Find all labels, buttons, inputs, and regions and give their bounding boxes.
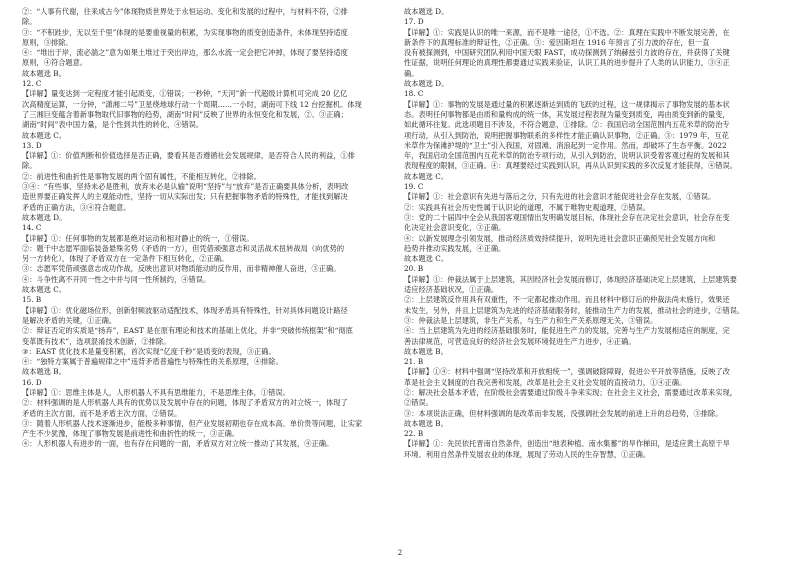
right-column-line: 项行动，从引入到防治，说明把握事物联系的多样性才能正确认识事物，②正确。③：1979 年，互花 [404, 130, 729, 140]
left-column-line: 另一方转化），体现了矛盾双方在一定条件下相互转化，②正确。 [22, 254, 229, 264]
left-column-line: 矛盾的正确方法，③④符合题意。 [22, 202, 131, 212]
left-column-line: ③：“不积跬步，无以至千里”体现的是要重视量的积累，为实现事物的质变创造条件，未体现坚持适度 [22, 27, 348, 37]
right-column-line: 新条件下的真理标准的辩证性，②正确。③：爱因斯坦在 1916 年预言了引力波的存在，但一直 [404, 37, 710, 47]
left-column-line: 【详解】量变达到一定程度才能引起质变，①错误；一秒钟，“天河”新一代超级计算机可完成 20 亿亿 [22, 89, 348, 99]
right-column-line: 【详解】①：社会意识有先进与落后之分，只有先进的社会意识才能促进社会存在发展，①错误。 [404, 192, 716, 202]
left-column-line: 原则，③排除。 [22, 37, 73, 47]
left-column-line: 矛盾的主次方面，而不是矛盾主次方面，②错误。 [22, 408, 182, 418]
left-column-line: 了三湘巨变蕴含着新事物取代旧事物的趋势，湖南“时间”反映了世界的永恒变化和发展，②、③正确； [22, 109, 348, 119]
left-column-line: ②：前进性和曲折性是事物发展的两个固有属性，不能相互转化，②排除。 [22, 171, 261, 181]
page-number: 2 [397, 549, 403, 557]
right-column-line: 22. B [404, 429, 424, 439]
right-column-line: 19. C [404, 182, 424, 192]
right-column-line: 故本题选 C。 [404, 171, 449, 181]
left-column-line: 除。 [22, 17, 37, 27]
right-column-line: ③：党的二十届四中全会从我国客观国情出发明确发展目标，体现社会存在决定社会意识，社会存在变 [404, 212, 730, 222]
right-column-line: 表现程度的限制，③正确。④：真理要经过实践到认识，再从认识到实践的多次反复才能获得，④错误。 [404, 161, 737, 171]
left-column-line: 【详解】①：任何事物的发展都是绝对运动和相对静止的统一，①错误。 [22, 233, 254, 243]
right-column-line: ④：以新发展理念引领发展，推动经济质效持续提升，说明先进社会意识正确预见社会发展方向和 [404, 233, 716, 243]
right-column-line: 20. B [404, 264, 424, 274]
right-column-line: ③：仲裁法是上层建筑，非生产关系，与生产力和生产关系原理无关，③错误。 [404, 315, 658, 325]
left-column-line: 除。 [22, 161, 37, 171]
left-column-line: ③④：“有些事，坚持未必是胜利，放弃未必是认输”说明“坚持”与“放弃”是否正确要具体分析，表明改 [22, 182, 349, 192]
left-column-line: 故本题选 B。 [22, 68, 66, 78]
left-column-line: 【详解】①：优化磁场位形，创新射频波驱动适配技术，体现矛盾具有特殊性，针对具体问题设计路径 [22, 305, 348, 315]
right-column-line: 善法律规范，可营造良好的经济社会发展环境促进生产力进步，④正确。 [404, 336, 636, 346]
right-column-line: 【详解】①：仲裁法属于上层建筑，其因经济社会发展而修订，体现经济基础决定上层建筑，上层建筑要 [404, 274, 737, 284]
right-column-line: ②：实践具有社会历史性属于认识论的道理，不属于唯物史观道理，②错误。 [404, 202, 651, 212]
left-column-line: ②：辩证否定的实质是“扬弃”，EAST 是在原有理论和技术的基础上优化，并非“突破传统框架”和“彻底 [22, 326, 353, 336]
left-column-line: ③：随着人形机器人技术逐渐进步，能极多种事情，但产业发展初期也存在成本高、单价贵等问题，让实家 [22, 418, 363, 428]
right-column-line: 未发生，另外，并且上层建筑为先进的经济基础服务时，能推动生产力的发展，推动社会的进步，②错误。 [404, 305, 745, 315]
right-column-line: 17. D [404, 17, 424, 27]
right-column-line: 18. C [404, 89, 424, 99]
left-column-line: ④：人形机器人有进步的一面，也有存在问题的一面，矛盾双方对立统一推动了其发展，④正确。 [22, 439, 334, 449]
right-column-line: 年，我国启动全国范围内互花米草的防治专项行动，从引入到防治，说明认识受着客观过程的发展和其 [404, 151, 730, 161]
right-column-line: 确。 [404, 68, 419, 78]
right-column-line: 米草作为保滩护堤的“卫士”引入我国，对固滩、消浪起到一定作用。然而，却破坏了生态平衡。2022 [404, 140, 727, 150]
left-column-line: 【详解】①：思维主体是人，人形机器人不具有思维能力，不是思维主体，①错误。 [22, 387, 290, 397]
right-column-line: 态。表明任何事物都是由质和量构成的统一体，其发展过程表现为量变到质变，再由质变到新的量变， [404, 109, 730, 119]
right-column-line: 故本题选 C。 [404, 254, 449, 264]
left-column-line: 故本题选 C。 [22, 285, 67, 295]
left-column-line: 故本题选 B。 [22, 367, 66, 377]
right-column-line: 故本题选 D。 [404, 79, 449, 89]
left-column-line: 故本题选 D。 [22, 212, 67, 222]
left-column-line: 产生不少犹豫，体现了事物发展是前进性和曲折性的统一，③正确。 [22, 429, 240, 439]
right-column-line: 【详解】①④：材料中强调“坚持改革和开放相统一”，强调破除障碍，促进公平开放等措施，反映了改 [404, 367, 730, 377]
left-column-line: ③：志愿军凭借顽强意志成功作战，反映出意识对物质能动的反作用，而非精神催人奋进，③正确。 [22, 264, 341, 274]
left-column-line: 次高精度运算，一分钟，“潇湘二号”卫星绕地球行动一个周期……一小时，湖南可下线 12 台挖掘机。体现 [22, 99, 362, 109]
left-column-line: 12. C [22, 79, 42, 89]
right-column-line: 如此循环往复。此选项题目不涉及，不符合题意，①排除。②：我国启动全国范围内五花米草的防治专 [404, 120, 730, 130]
left-column-line: 14. C [22, 223, 42, 233]
right-column-line: ②：上层建筑反作用具有双重性，不一定都起推动作用。而且材料中修订后的仲裁法尚未施行，效果还 [404, 295, 730, 305]
left-column-line: 造世界要正确发挥人的主观能动性，坚持一切从实际出发；只有把握事物矛盾的特殊性，才能找到解决 [22, 192, 348, 202]
right-column-line: 适应经济基础状况，①正确。 [404, 285, 499, 295]
right-column-line: ④：当上层建筑为先进的经济基础服务时，能促进生产力的发展，完善与生产力发展相适应的制度，完 [404, 326, 730, 336]
left-column-line: 变革既有技术”，选项混淆技术创新，②排除。 [22, 336, 171, 346]
right-column-line: 化决定社会意识变化，③正确。 [404, 223, 506, 233]
right-column-line: 趋势并推动实践发展，④正确。 [404, 243, 506, 253]
right-column-line: ②错误。 [404, 398, 433, 408]
right-column-line: 性证据，说明任何理论的真理性都要通过实践来验证，认识工具的进步提升了人类的认识能力，③④正 [404, 58, 730, 68]
left-column-line: ④：“独特方案属于普遍规律之中”违背矛盾普遍性与特殊性的关系原理，④排除。 [22, 357, 283, 367]
right-column-line: ③：本项说法正确，但材料强调的是改革而非发展，没强调社会发展的前进上升的总趋势，③排除。 [404, 408, 723, 418]
left-column-line: ④：“堆出于岸，流必湍之”意为如果土堆过于突出岸边，那么水流一定会把它冲掉，体现了要坚持适度 [22, 48, 348, 58]
right-column-line: 革是社会主义制度的自我完善和发展，改革是社会主义社会发展的直接动力，①④正确。 [404, 377, 687, 387]
left-column-line: 15. B [22, 295, 42, 305]
left-column-line: 是解决矛盾的关键，①正确。 [22, 315, 117, 325]
right-column-line: ②：解决社会基本矛盾，在阶级社会需要通过阶级斗争来实现；在社会主义社会，需要通过改革来实现， [404, 387, 737, 397]
left-column-line: 湖南“时间”表中国力量，是个性到共性的转化，④错误。 [22, 120, 204, 130]
left-column-line: ②：材料强调的是人形机器人具有的优势以及发展中存在的问题，体现了矛盾双方的对立统一，体现了 [22, 398, 348, 408]
left-column-line: ③：EAST 优化技术是量变积累，首次实现“亿度千秒”是质变的表现，③正确。 [22, 346, 276, 356]
right-column-line: 故本题选 B。 [404, 418, 448, 428]
left-column-line: 13. D [22, 140, 42, 150]
left-column-line: 【详解】①：价值判断和价值选择是否正确，要看其是否遵循社会发展规律，是否符合人民的利益，①排 [22, 151, 355, 161]
left-column-line: 16. D [22, 377, 42, 387]
left-column-line: ④：斗争性离不开同一性之中并与同一性所制约，④错误。 [22, 274, 211, 284]
right-column-line: 【详解】①：实践是认识的唯一来源，而不是唯一途径，①不选。②：真理在实践中不断发展完善，在 [404, 27, 730, 37]
right-column-line: 【详解】①：先民依托晋南自然条件，创造出“地表种植、南水集蓄”的旱作梯田，是适应黄土高原干旱 [404, 439, 730, 449]
left-column-line: 原则，④符合题意。 [22, 58, 88, 68]
left-column [22, 7, 408, 450]
left-column-line: 故本题选 C。 [22, 130, 67, 140]
right-column-line: 故本题选 B。 [404, 346, 448, 356]
right-column-line: 【详解】①：事物的发展是通过量的积累逐渐达到质的飞跃的过程，这一规律揭示了事物发展的基本状 [404, 99, 730, 109]
right-column [404, 7, 784, 460]
right-column-line: 21. B [404, 357, 424, 367]
left-column-line: ②：题干中志愿军面临装备悬殊劣势（矛盾的一方），但凭借顽强意志和灵活战术扭转战局（向优势的 [22, 243, 345, 253]
right-column-line: 没有被探测到，中国研究团队利用中国天眼 FAST，成功探测到了纳赫兹引力波的存在，并获得了关键 [404, 48, 730, 58]
right-column-line: 故本题选 D。 [404, 7, 449, 16]
right-column-line: 环境、利用自然条件发展农业的体现，展现了劳动人民的生存智慧，①正确。 [404, 449, 651, 459]
left-column-line: ②：“人事有代谢，往来成古今”体现物质世界处于永恒运动、变化和发展的过程中，与材料不符，②排 [22, 7, 348, 16]
